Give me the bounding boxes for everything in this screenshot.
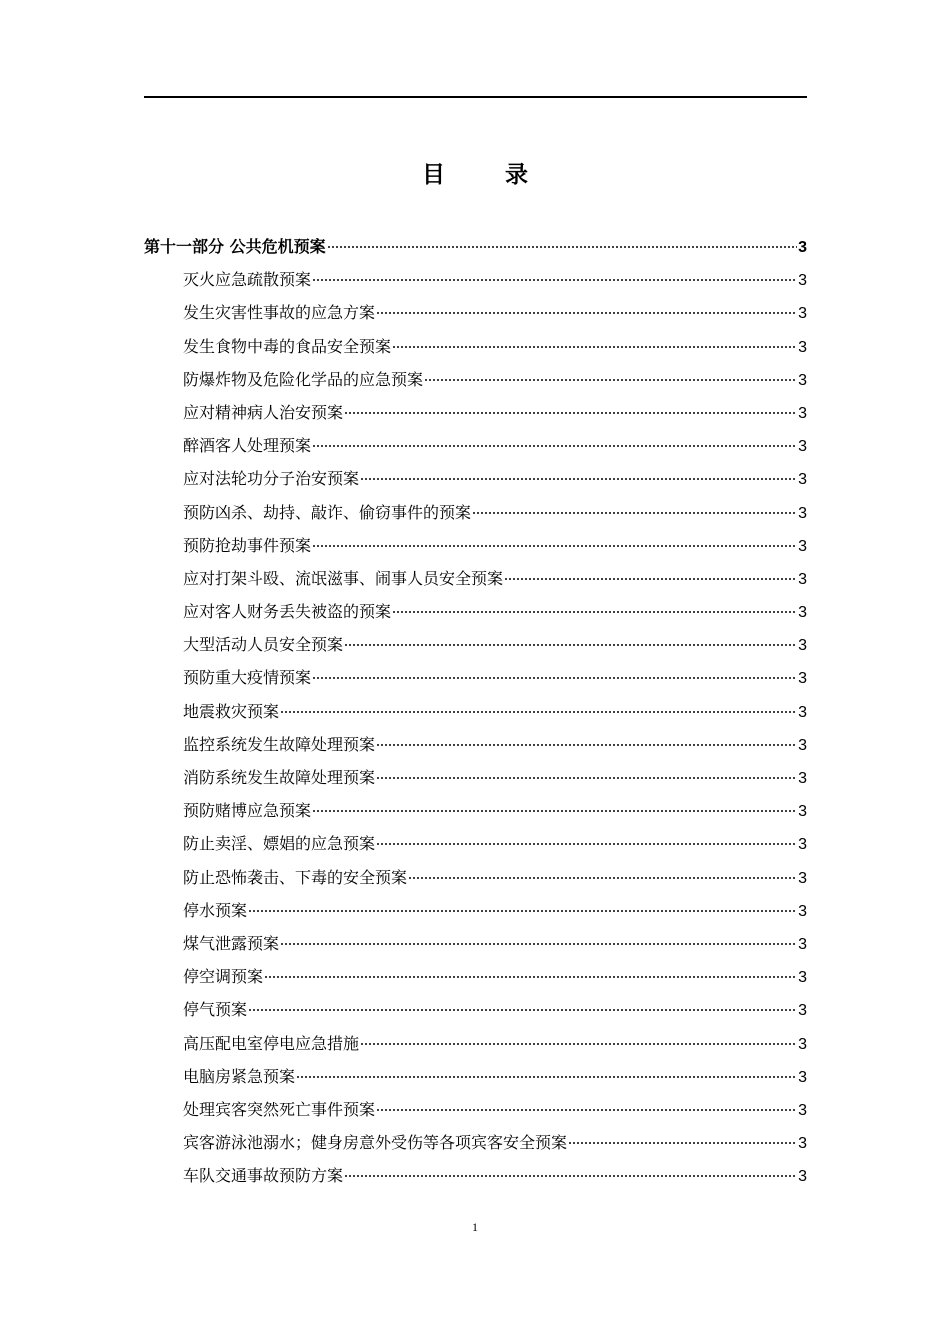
toc-dot-leader — [296, 1076, 797, 1078]
toc-dot-leader — [360, 1043, 797, 1045]
toc-entry-title: 应对法轮功分子治安预案 — [183, 469, 360, 489]
toc-dot-leader — [392, 611, 797, 613]
toc-dot-leader — [344, 1175, 797, 1177]
toc-dot-leader — [392, 346, 797, 348]
toc-dot-leader — [280, 943, 797, 945]
toc-entry-title: 处理宾客突然死亡事件预案 — [183, 1099, 376, 1119]
toc-entry[interactable] — [144, 529, 807, 562]
toc-dot-leader — [424, 379, 797, 381]
toc-entry-page: 3 — [798, 703, 807, 721]
toc-entry-page: 3 — [798, 1068, 807, 1086]
toc-entry-page: 3 — [798, 504, 807, 522]
toc-dot-leader — [312, 810, 797, 812]
toc-entry[interactable] — [144, 960, 807, 993]
toc-entry-title: 发生灾害性事故的应急方案 — [183, 303, 376, 323]
toc-entry-page: 3 — [798, 1168, 807, 1186]
toc-dot-leader — [568, 1142, 797, 1144]
toc-entry-title: 防止卖淫、嫖娼的应急预案 — [183, 834, 376, 854]
toc-entry-page: 3 — [798, 670, 807, 688]
toc-entry[interactable] — [144, 1126, 807, 1159]
toc-entry[interactable] — [144, 761, 807, 794]
toc-entry-title: 消防系统发生故障处理预案 — [183, 768, 376, 787]
toc-entry-title: 大型活动人员安全预案 — [183, 635, 344, 655]
toc-dot-leader — [312, 279, 797, 281]
toc-entry-page: 3 — [798, 570, 807, 588]
toc-entry-page: 3 — [798, 471, 807, 489]
toc-entry-page: 3 — [798, 1135, 807, 1153]
toc-entry-title: 防止恐怖袭击、下毒的安全预案 — [183, 867, 408, 887]
toc-entry[interactable] — [144, 595, 807, 628]
toc-entry-title: 预防抢劫事件预案 — [183, 535, 312, 555]
toc-entry-page: 3 — [798, 537, 807, 555]
toc-entry-page: 3 — [798, 338, 807, 356]
toc-entry[interactable] — [144, 263, 807, 296]
toc-entry[interactable] — [144, 794, 807, 827]
toc-entry-title: 第十一部分 公共危机预案 — [144, 237, 326, 256]
toc-entry-title: 灭火应急疏散预案 — [183, 270, 312, 290]
toc-entry-title: 发生食物中毒的食品安全预案 — [183, 336, 392, 356]
toc-entry-page: 3 — [798, 438, 807, 456]
toc-entry-page: 3 — [798, 1035, 807, 1053]
toc-entry-page: 3 — [798, 770, 807, 787]
toc-entry[interactable] — [144, 396, 807, 429]
toc-dot-leader — [376, 1109, 797, 1111]
toc-entry[interactable] — [144, 1027, 807, 1060]
toc-dot-leader — [376, 777, 797, 779]
toc-dot-leader — [408, 877, 797, 879]
toc-entry-title: 防爆炸物及危险化学品的应急预案 — [183, 369, 424, 389]
toc-entry[interactable] — [144, 496, 807, 529]
toc-entry-page: 3 — [798, 305, 807, 323]
toc-entry[interactable] — [144, 628, 807, 661]
toc-entry-title: 地震救灾预案 — [183, 701, 280, 721]
toc-entry-page: 3 — [798, 604, 807, 622]
toc-entry[interactable] — [144, 562, 807, 595]
toc-entry-title: 预防赌博应急预案 — [183, 801, 312, 821]
toc-entry-page: 3 — [798, 239, 807, 256]
toc-entry[interactable] — [144, 927, 807, 960]
toc-entry-title: 停水预案 — [183, 900, 248, 920]
toc-entry-page: 3 — [798, 272, 807, 290]
toc-entry[interactable] — [144, 861, 807, 894]
toc-entry-page: 3 — [798, 969, 807, 987]
header-rule — [144, 96, 807, 98]
toc-entry-page: 3 — [798, 902, 807, 920]
toc-entry[interactable] — [144, 1093, 807, 1126]
toc-dot-leader — [344, 644, 797, 646]
toc-dot-leader — [327, 246, 798, 248]
toc-entry-title: 监控系统发生故障处理预案 — [183, 734, 376, 754]
toc-entry-title: 停空调预案 — [183, 967, 264, 987]
table-of-contents — [144, 230, 807, 1192]
toc-dot-leader — [376, 312, 797, 314]
toc-entry[interactable] — [144, 1060, 807, 1093]
toc-entry[interactable] — [144, 429, 807, 462]
toc-entry-page: 3 — [798, 736, 807, 754]
toc-dot-leader — [248, 1009, 797, 1011]
toc-entry-title: 预防凶杀、劫持、敲诈、偷窃事件的预案 — [183, 502, 472, 522]
toc-entry-page: 3 — [798, 935, 807, 953]
toc-dot-leader — [248, 910, 797, 912]
toc-entry-page: 3 — [798, 404, 807, 422]
toc-entry-title: 煤气泄露预案 — [183, 933, 280, 953]
toc-entry-title: 电脑房紧急预案 — [183, 1066, 296, 1086]
toc-entry[interactable] — [144, 230, 807, 263]
toc-entry[interactable] — [144, 894, 807, 927]
toc-entry-page: 3 — [798, 637, 807, 655]
toc-entry[interactable] — [144, 728, 807, 761]
toc-entry-page: 3 — [798, 803, 807, 821]
toc-entry-title: 应对打架斗殴、流氓滋事、闹事人员安全预案 — [183, 568, 504, 588]
toc-entry-page: 3 — [798, 1002, 807, 1020]
toc-entry[interactable] — [144, 827, 807, 860]
toc-entry-title: 醉酒客人处理预案 — [183, 436, 312, 456]
toc-dot-leader — [360, 478, 797, 480]
toc-entry-page: 3 — [798, 836, 807, 854]
toc-entry-title: 车队交通事故预防方案 — [183, 1166, 344, 1186]
toc-entry[interactable] — [144, 1159, 807, 1192]
toc-dot-leader — [472, 512, 797, 514]
toc-entry-page: 3 — [798, 371, 807, 389]
toc-entry-page: 3 — [798, 869, 807, 887]
page-number: 1 — [472, 1220, 478, 1234]
toc-entry-title: 高压配电室停电应急措施 — [183, 1033, 360, 1053]
toc-dot-leader — [312, 545, 797, 547]
toc-dot-leader — [312, 677, 797, 679]
toc-entry[interactable] — [144, 296, 807, 329]
toc-entry-title: 停气预案 — [183, 1000, 248, 1020]
toc-entry-title: 宾客游泳池溺水；健身房意外受伤等各项宾客安全预案 — [183, 1133, 568, 1153]
toc-dot-leader — [376, 843, 797, 845]
toc-entry[interactable] — [144, 993, 807, 1026]
toc-entry[interactable] — [144, 695, 807, 728]
toc-entry[interactable] — [144, 330, 807, 363]
toc-entry-title: 应对精神病人治安预案 — [183, 402, 344, 422]
toc-entry[interactable] — [144, 661, 807, 694]
toc-entry-title: 应对客人财务丢失被盗的预案 — [183, 602, 392, 622]
toc-entry-title: 预防重大疫情预案 — [183, 668, 312, 688]
toc-entry[interactable] — [144, 363, 807, 396]
toc-entry[interactable] — [144, 462, 807, 495]
toc-dot-leader — [264, 976, 797, 978]
toc-dot-leader — [312, 445, 797, 447]
toc-dot-leader — [280, 711, 797, 713]
toc-dot-leader — [344, 412, 797, 414]
toc-dot-leader — [504, 578, 797, 580]
toc-entry-page: 3 — [798, 1101, 807, 1119]
toc-dot-leader — [376, 744, 797, 746]
page-title: 目 录 — [421, 162, 554, 188]
